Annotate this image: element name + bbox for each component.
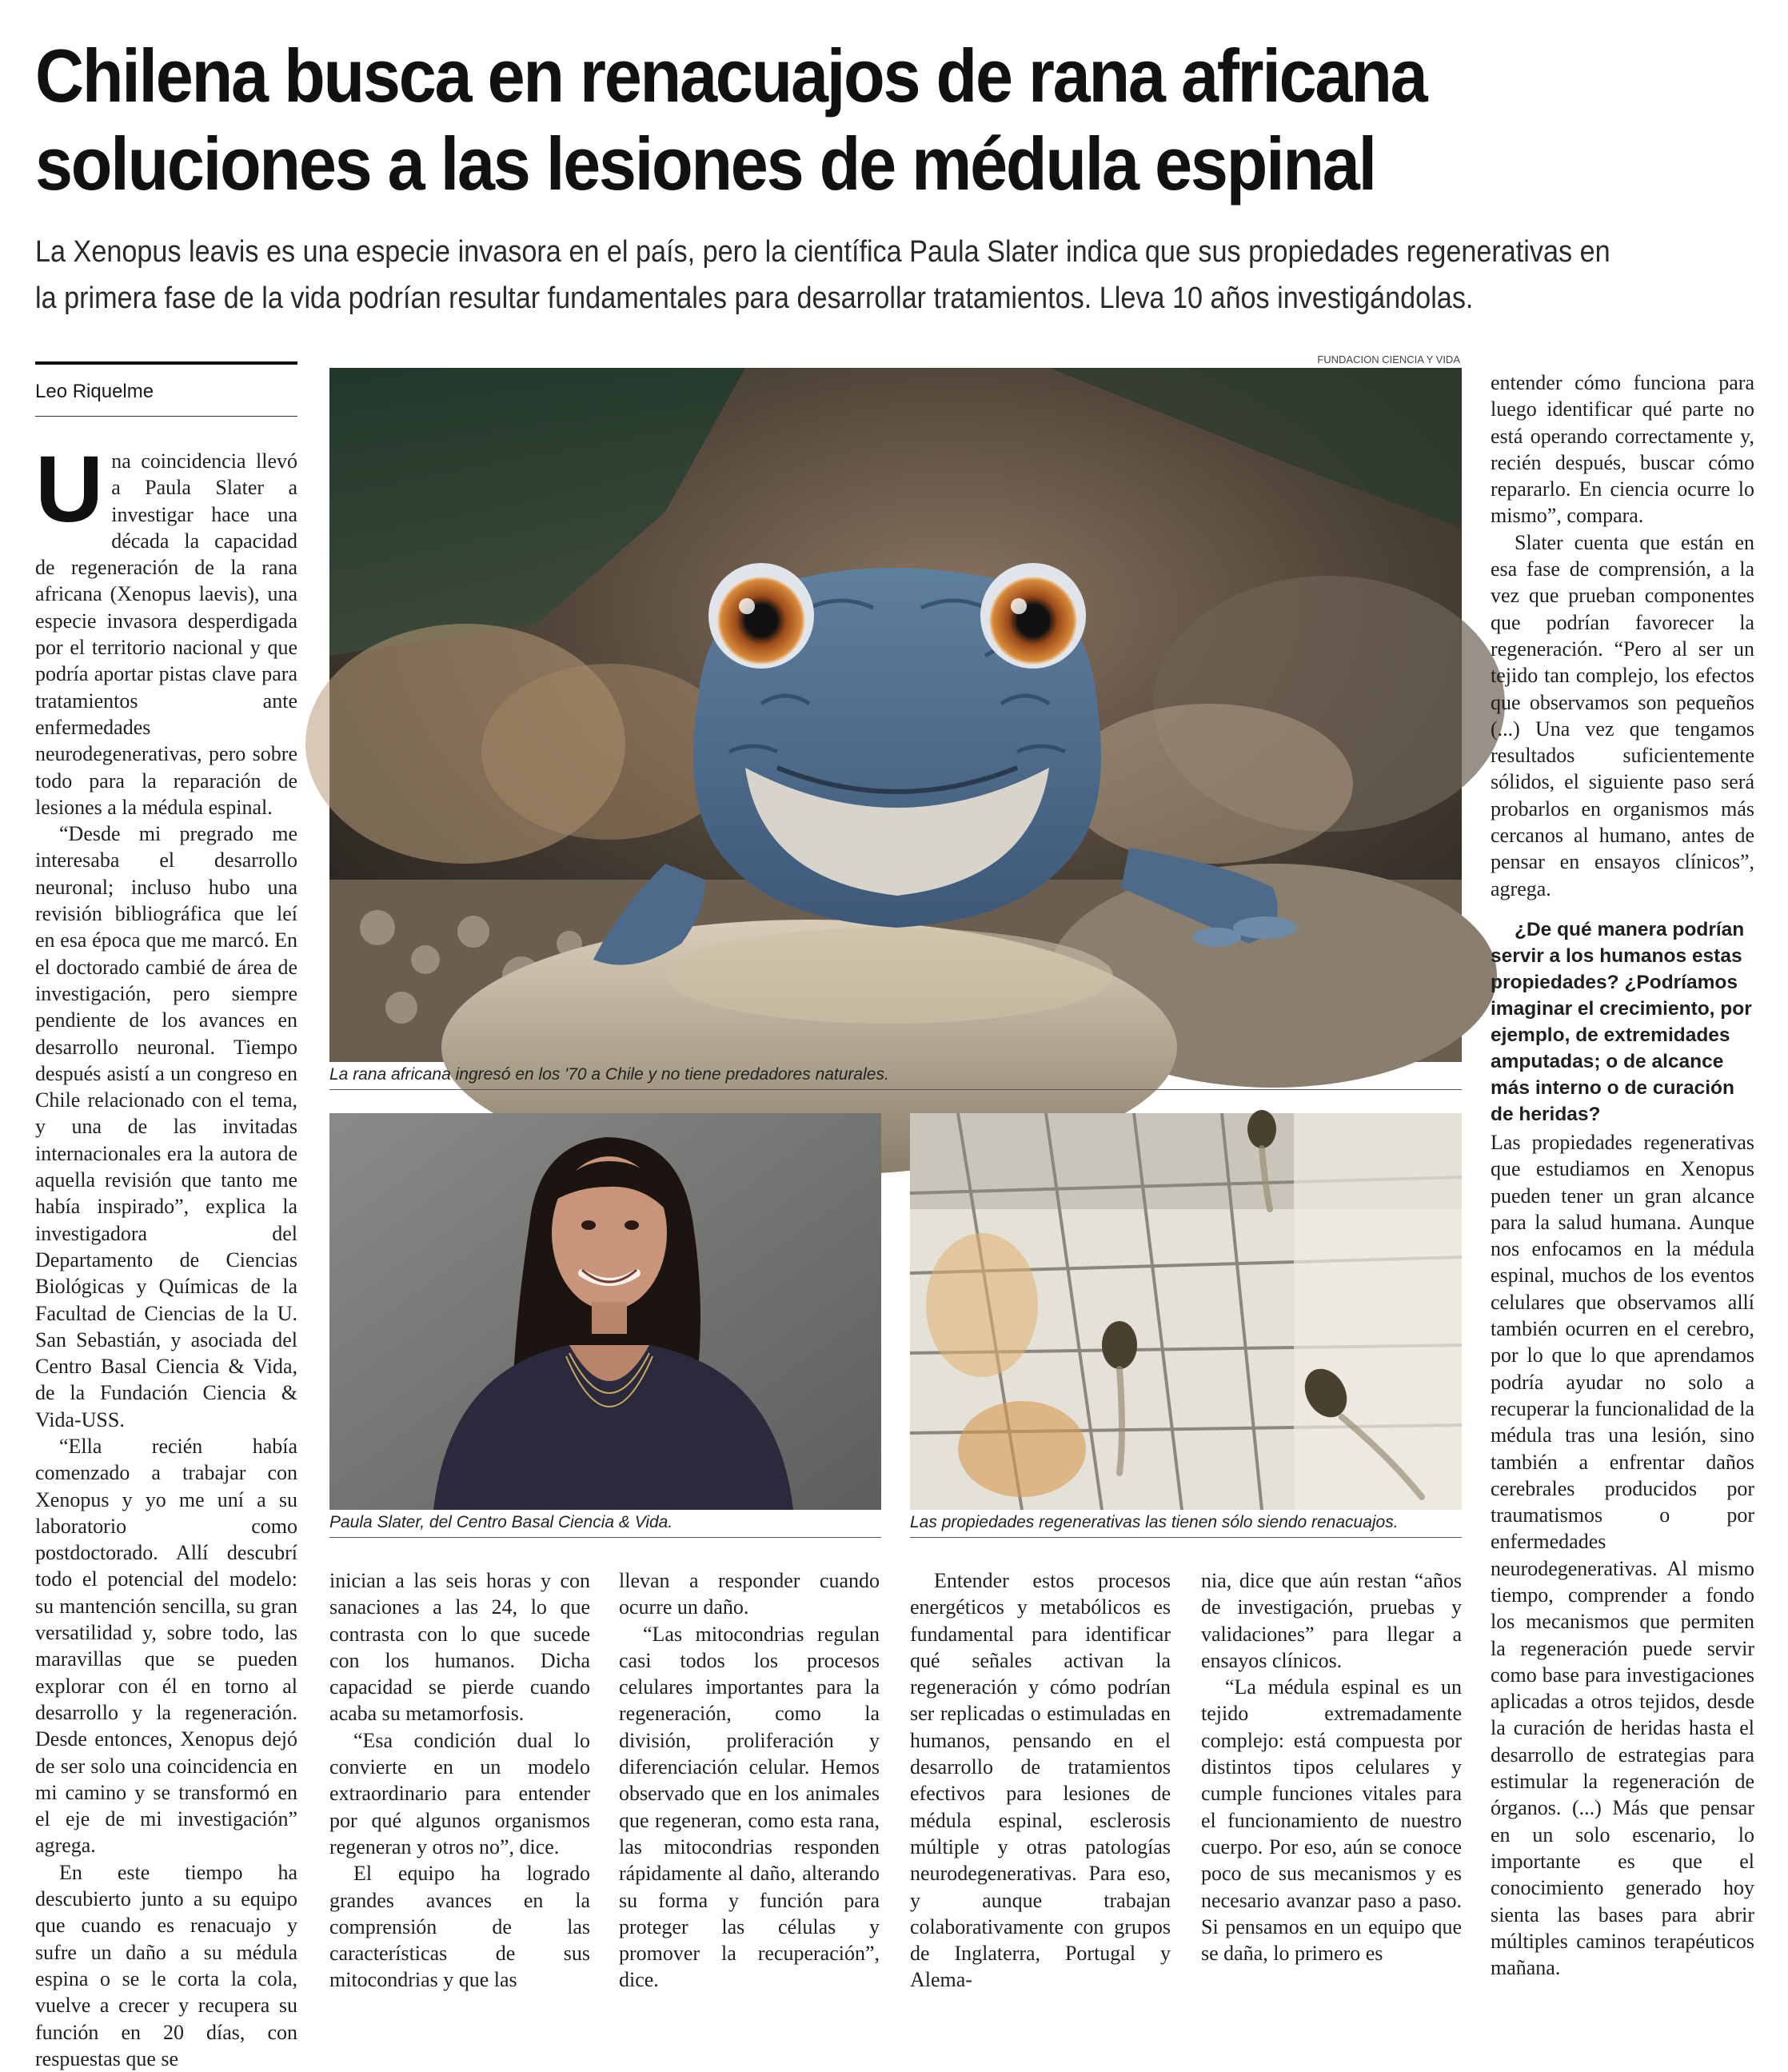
tadpoles-photo	[910, 1113, 1462, 1510]
paragraph: nia, dice que aún restan “años de investigación, pruebas y validaciones” para llegar a ensayos clínicos.	[1201, 1569, 1462, 1672]
tadpoles-illustration	[910, 1113, 1462, 1510]
frog-photo	[329, 368, 1462, 1062]
paragraph: llevan a responder cuando ocurre un daño.	[619, 1569, 880, 1619]
deck-line-2: la primera fase de la vida podrían resultar fundamentales para desarrollar tratamientos. Lleva 10 años investigándolas.	[35, 281, 1474, 315]
paragraph: En este tiempo ha descubierto junto a su equipo que cuando es renacuajo y sufre un daño a su médula espina o se le corta la cola, vuelve a crecer y recupera su función en 20 días, con respuestas que se	[35, 1860, 297, 2070]
column-5	[1201, 1567, 1462, 1966]
paragraph: El equipo ha logrado grandes avances en la comprensión de las características de sus mitocondrias y que las	[329, 1862, 590, 1992]
tadpoles-photo-caption: Las propiedades regenerativas las tienen sólo siendo renacuajos.	[910, 1513, 1462, 1538]
column-3	[619, 1567, 880, 1994]
byline-block	[35, 361, 297, 417]
headline-line-2: soluciones a las lesiones de médula espinal	[35, 122, 1375, 206]
paragraph: Las propiedades regenerativas que estudiamos en Xenopus pueden tener un gran alcance para la salud humana. Aunque nos enfocamos en la médula espinal, muchos de los eventos celulares que observamos allí también ocurren en el cerebro, por lo que lo que aprendamos podría ayudar no solo a recuperar la funcionalidad de la médula tras una lesión, sino también a enfrentar daños cerebrales producidos por traumatismos o por enfermedades neurodegenerativas. Al mismo tiempo, comprender a fondo los mecanismos que permiten la regeneración puede servir como base para investigaciones aplicadas a otros tejidos, desde la curación de heridas hasta el desarrollo de estrategias para estimular la regeneración de órganos. (...) Más que pensar en un solo escenario, lo importante es que el conocimiento generado hoy sienta las bases para abrir múltiples caminos terapéuticos mañana.	[1491, 1130, 1754, 1980]
deck	[35, 229, 1777, 321]
paragraph: “Las mitocondrias regulan casi todos los procesos celulares importantes para la regeneración, como la división, proliferación y diferenciación celular. Hemos observado que en los animales que regeneran, como esta rana, las mitocondrias responden rápidamente al daño, alterando su forma y función para proteger las células y promover la recuperación”, dice.	[619, 1622, 880, 1992]
portrait-illustration	[329, 1113, 881, 1510]
paragraph: “Esa condición dual lo convierte en un modelo extraordinario para entender por qué algunos organismos regeneran y otros no”, dice.	[329, 1728, 590, 1858]
paragraph: “Desde mi pregrado me interesaba el desarrollo neuronal; incluso hubo una revisión bibliográfica que leí en esa época que me marcó. En el doctorado cambié de área de investigación, pero siempre pendiente de los avances en desarrollo neuronal. Tiempo después asistí a un congreso en Chile relacionado con el tema, y una de las invitadas internacionales era la autora de aquella revisión que tanto me había inspirado”, explica la investigadora del Departamento de Ciencias Biológicas y Químicas de la Facultad de Ciencias de la U. San Sebastián, y asociada del Centro Basal Ciencia & Vida, de la Fundación Ciencia & Vida-USS.	[35, 822, 297, 1431]
portrait-photo-caption: Paula Slater, del Centro Basal Ciencia & Vida.	[329, 1513, 881, 1538]
paragraph: inician a las seis horas y con sanaciones a las 24, lo que contrasta con lo que sucede con los humanos. Dicha capacidad se pierde cuando acaba su metamorfosis.	[329, 1569, 590, 1726]
paragraph: entender cómo funciona para luego identificar qué parte no está operando correctamente y, recién después, buscar cómo repararlo. En ciencia ocurre lo mismo”, compara.	[1491, 371, 1754, 528]
paragraph: “Ella recién había comenzado a trabajar con Xenopus y yo me uní a su laboratorio como postdoctorado. Allí descubrí todo el potencial del modelo: su mantención sencilla, su gran versatilidad y, sobre todo, las maravillas que se pueden explorar con él en torno al desarrollo y la regeneración. Desde entonces, Xenopus dejó de ser solo una coincidencia en mi camino y se transformó en el eje de mi investigación” agrega.	[35, 1434, 297, 1858]
paragraph: Slater cuenta que están en esa fase de comprensión, a la vez que prueban componentes que podrían favorecer la regeneración. “Pero al ser un tejido tan complejo, los efectos que observamos son pequeños (...) Una vez que tengamos resultados suficientemente sólidos, el siguiente paso será probarlos en organismos más cercanos al humano, antes de pensar en ensayos clínicos”, agrega.	[1491, 530, 1754, 900]
paragraph: Una coincidencia llevó a Paula Slater a investigar hace una década la capacidad de regeneración de la rana africana (Xenopus laevis), una especie invasora desperdigada por el territorio nacional y que podría aportar pistas clave para tratamientos ante enfermedades neurodegenerativas, pero sobre todo para la reparación de lesiones a la médula espinal.	[35, 437, 297, 819]
drop-cap: U	[35, 437, 104, 542]
photo-credit: FUNDACION CIENCIA Y VIDA	[1317, 353, 1460, 365]
paragraph: Entender estos procesos energéticos y metabólicos es fundamental para identificar qué señales activan la regeneración y cómo podrían ser replicadas o estimuladas en humanos, pensando en el desarrollo de tratamientos efectivos para lesiones de médula espinal, esclerosis múltiple y otras patologías neurodegenerativas. Para eso, y aunque trabajan colaborativamente con grupos de Inglaterra, Portugal y Alema-	[910, 1569, 1171, 1992]
byline-rule-bottom	[35, 416, 297, 417]
byline: Leo Riquelme	[35, 381, 154, 402]
column-4	[910, 1567, 1171, 1994]
column-2	[329, 1567, 590, 1994]
frog-illustration	[329, 368, 1462, 1062]
deck-line-1: La Xenopus leavis es una especie invasora en el país, pero la científica Paula Slater indica que sus propiedades regenerativas en	[35, 235, 1610, 269]
paragraph: “La médula espinal es un tejido extremadamente complejo: está compuesta por distintos tipos celulares y cumple funciones vitales para el funcionamiento de nuestro cuerpo. Por eso, aún se conoce poco de sus mecanismos y es necesario avanzar paso a paso. Si pensamos en un equipo que se daña, lo primero es	[1201, 1675, 1462, 1966]
interview-question: ¿De qué manera podrían servir a los humanos estas propiedades? ¿Podríamos imaginar el crecimiento, por ejemplo, de extremidades amputadas; o de alcance más interno o de curación de heridas?	[1491, 918, 1752, 1125]
column-1	[35, 437, 297, 2072]
portrait-photo	[329, 1113, 881, 1510]
headline-line-1: Chilena busca en renacuajos de rana africana	[35, 34, 1427, 118]
headline	[35, 32, 1762, 208]
frog-photo-caption: La rana africana ingresó en los '70 a Chile y no tiene predadores naturales.	[329, 1065, 1462, 1090]
column-6	[1491, 369, 1754, 1981]
